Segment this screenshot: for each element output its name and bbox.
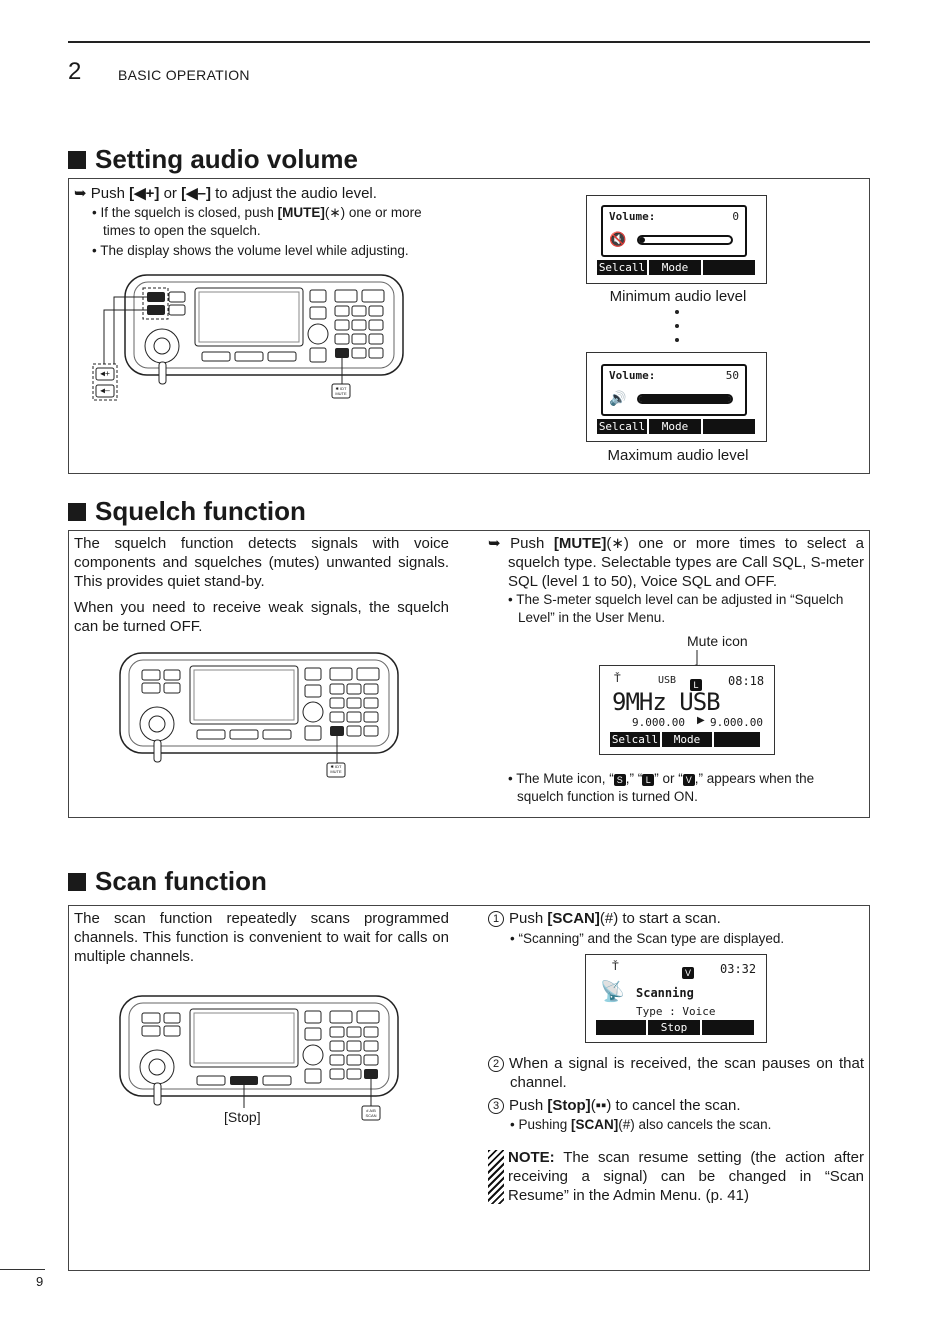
section-title-scan: Scan function: [68, 866, 267, 897]
arrow-icon: ➥: [74, 185, 91, 202]
section-square-icon: [68, 503, 86, 521]
section-square-icon: [68, 873, 86, 891]
scan-dish-icon: 📡: [600, 981, 625, 1003]
lcd-softkeys: Selcall Mode: [597, 419, 757, 434]
lcd-softkeys: Stop: [596, 1020, 756, 1035]
squelch-bullet2: • The Mute icon, “ S ,” “ L ” or “ V ,” appears when the: [508, 771, 815, 786]
squelch-para2: When you need to receive weak signals, the squelch can be turned OFF.: [74, 599, 449, 635]
volume-popup: Volume: 50 🔊: [601, 364, 747, 416]
volume-push-line: ➥ Push [◀+] or [◀–] to adjust the audio level.: [74, 185, 377, 202]
section-title-volume: Setting audio volume: [68, 144, 358, 175]
volume-bullet1-line2: times to open the squelch.: [103, 223, 261, 238]
ellipsis-dot: [675, 338, 679, 342]
scan-step3: 3 Push [Stop](▪▪) to cancel the scan.: [488, 1096, 868, 1115]
mute-l-icon: L: [642, 774, 654, 786]
lcd-volume-min: [586, 195, 767, 284]
radio-illustration-volume: [90, 272, 410, 407]
volume-popup: Volume: 0 🔇: [601, 205, 747, 257]
page-number: 9: [36, 1274, 44, 1289]
mute-v-icon: V: [683, 774, 695, 786]
top-rule: [68, 41, 870, 43]
radio-illustration-squelch: [120, 653, 420, 778]
section-title-squelch: Squelch function: [68, 496, 306, 527]
scan-note: NOTE: The scan resume setting (the action after receiving a signal) can be changed in “Scan Resume” in the Admin Menu. (p. 41): [508, 1149, 864, 1204]
scan-para1: The scan function repeatedly scans programmed channels. This function is convenient to wait for calls on multiple channels.: [74, 910, 449, 965]
volume-down-key-label: ◀–: [100, 386, 110, 395]
volume-bullet2: • The display shows the volume level while adjusting.: [92, 243, 409, 258]
speaker-icon: 🔊: [609, 390, 627, 406]
mute-s-icon: S: [614, 774, 626, 786]
radio-illustration-scan: [120, 996, 420, 1126]
mute-icon: L: [690, 675, 702, 693]
ellipsis-dot: [675, 324, 679, 328]
speaker-muted-icon: 🔇: [609, 231, 627, 247]
lcd-volume-max: [586, 352, 767, 442]
voice-icon: V: [682, 963, 694, 981]
arrow-icon: ➥: [488, 535, 511, 552]
page-rule: [0, 1269, 45, 1270]
scan-key-callout: # A/B SCAN: [365, 1108, 377, 1118]
scan-step1: 1 Push [SCAN](#) to start a scan.: [488, 909, 868, 928]
caption-min: Minimum audio level: [609, 288, 747, 305]
lcd-softkeys: Selcall Mode: [597, 260, 757, 275]
chapter-number: 2: [68, 58, 82, 85]
squelch-push: ➥ Push [MUTE](∗) one or more times to select a squelch type. Selectable types are Call SQL, S-meter SQL (level 1 to 50), Voice SQL and OFF.: [488, 535, 864, 590]
lcd-scan: Ť V 03:32 📡 Scanning Type : Voice Stop: [585, 954, 767, 1043]
mute-key-callout: ✱ IDT MUTE: [330, 764, 342, 774]
antenna-icon: Ť: [612, 961, 619, 973]
volume-slider: [637, 394, 733, 404]
antenna-icon: Ť: [614, 673, 621, 685]
mute-key-callout: ✱ IDT MUTE: [335, 386, 347, 396]
caption-max: Maximum audio level: [607, 447, 749, 464]
scan-step1-bullet: • “Scanning” and the Scan type are displayed.: [510, 931, 785, 946]
lcd-squelch: Ť USB L 08:18 9MHz USB 9.000.00 ▶ 9.000.00 Selcall Mode: [599, 665, 775, 755]
mute-icon-label: Mute icon: [687, 633, 748, 649]
squelch-bullet1: • The S-meter squelch level can be adjusted in “Squelch Level” in the User Menu.: [508, 592, 844, 625]
ellipsis-dot: [675, 310, 679, 314]
play-icon: ▶: [697, 715, 705, 726]
stop-callout: [Stop]: [224, 1109, 261, 1125]
lcd-softkeys: Selcall Mode: [610, 732, 762, 747]
squelch-bullet2-line2: squelch function is turned ON.: [517, 789, 698, 804]
volume-up-key-label: ◀+: [100, 369, 110, 378]
note-hatch-icon: [488, 1150, 504, 1204]
volume-bullet1: • If the squelch is closed, push [MUTE](∗) one or more: [92, 205, 422, 220]
volume-slider: [637, 235, 733, 245]
scan-step3-bullet: • Pushing [SCAN](#) also cancels the scan.: [510, 1117, 772, 1132]
section-square-icon: [68, 151, 86, 169]
squelch-para1: The squelch function detects signals with voice components and squelches (mutes) unwanted signals. This provides quiet stand-by.: [74, 535, 449, 590]
scan-step2: 2 When a signal is received, the scan pauses on that channel.: [488, 1054, 864, 1092]
chapter-title: BASIC OPERATION: [118, 67, 250, 83]
